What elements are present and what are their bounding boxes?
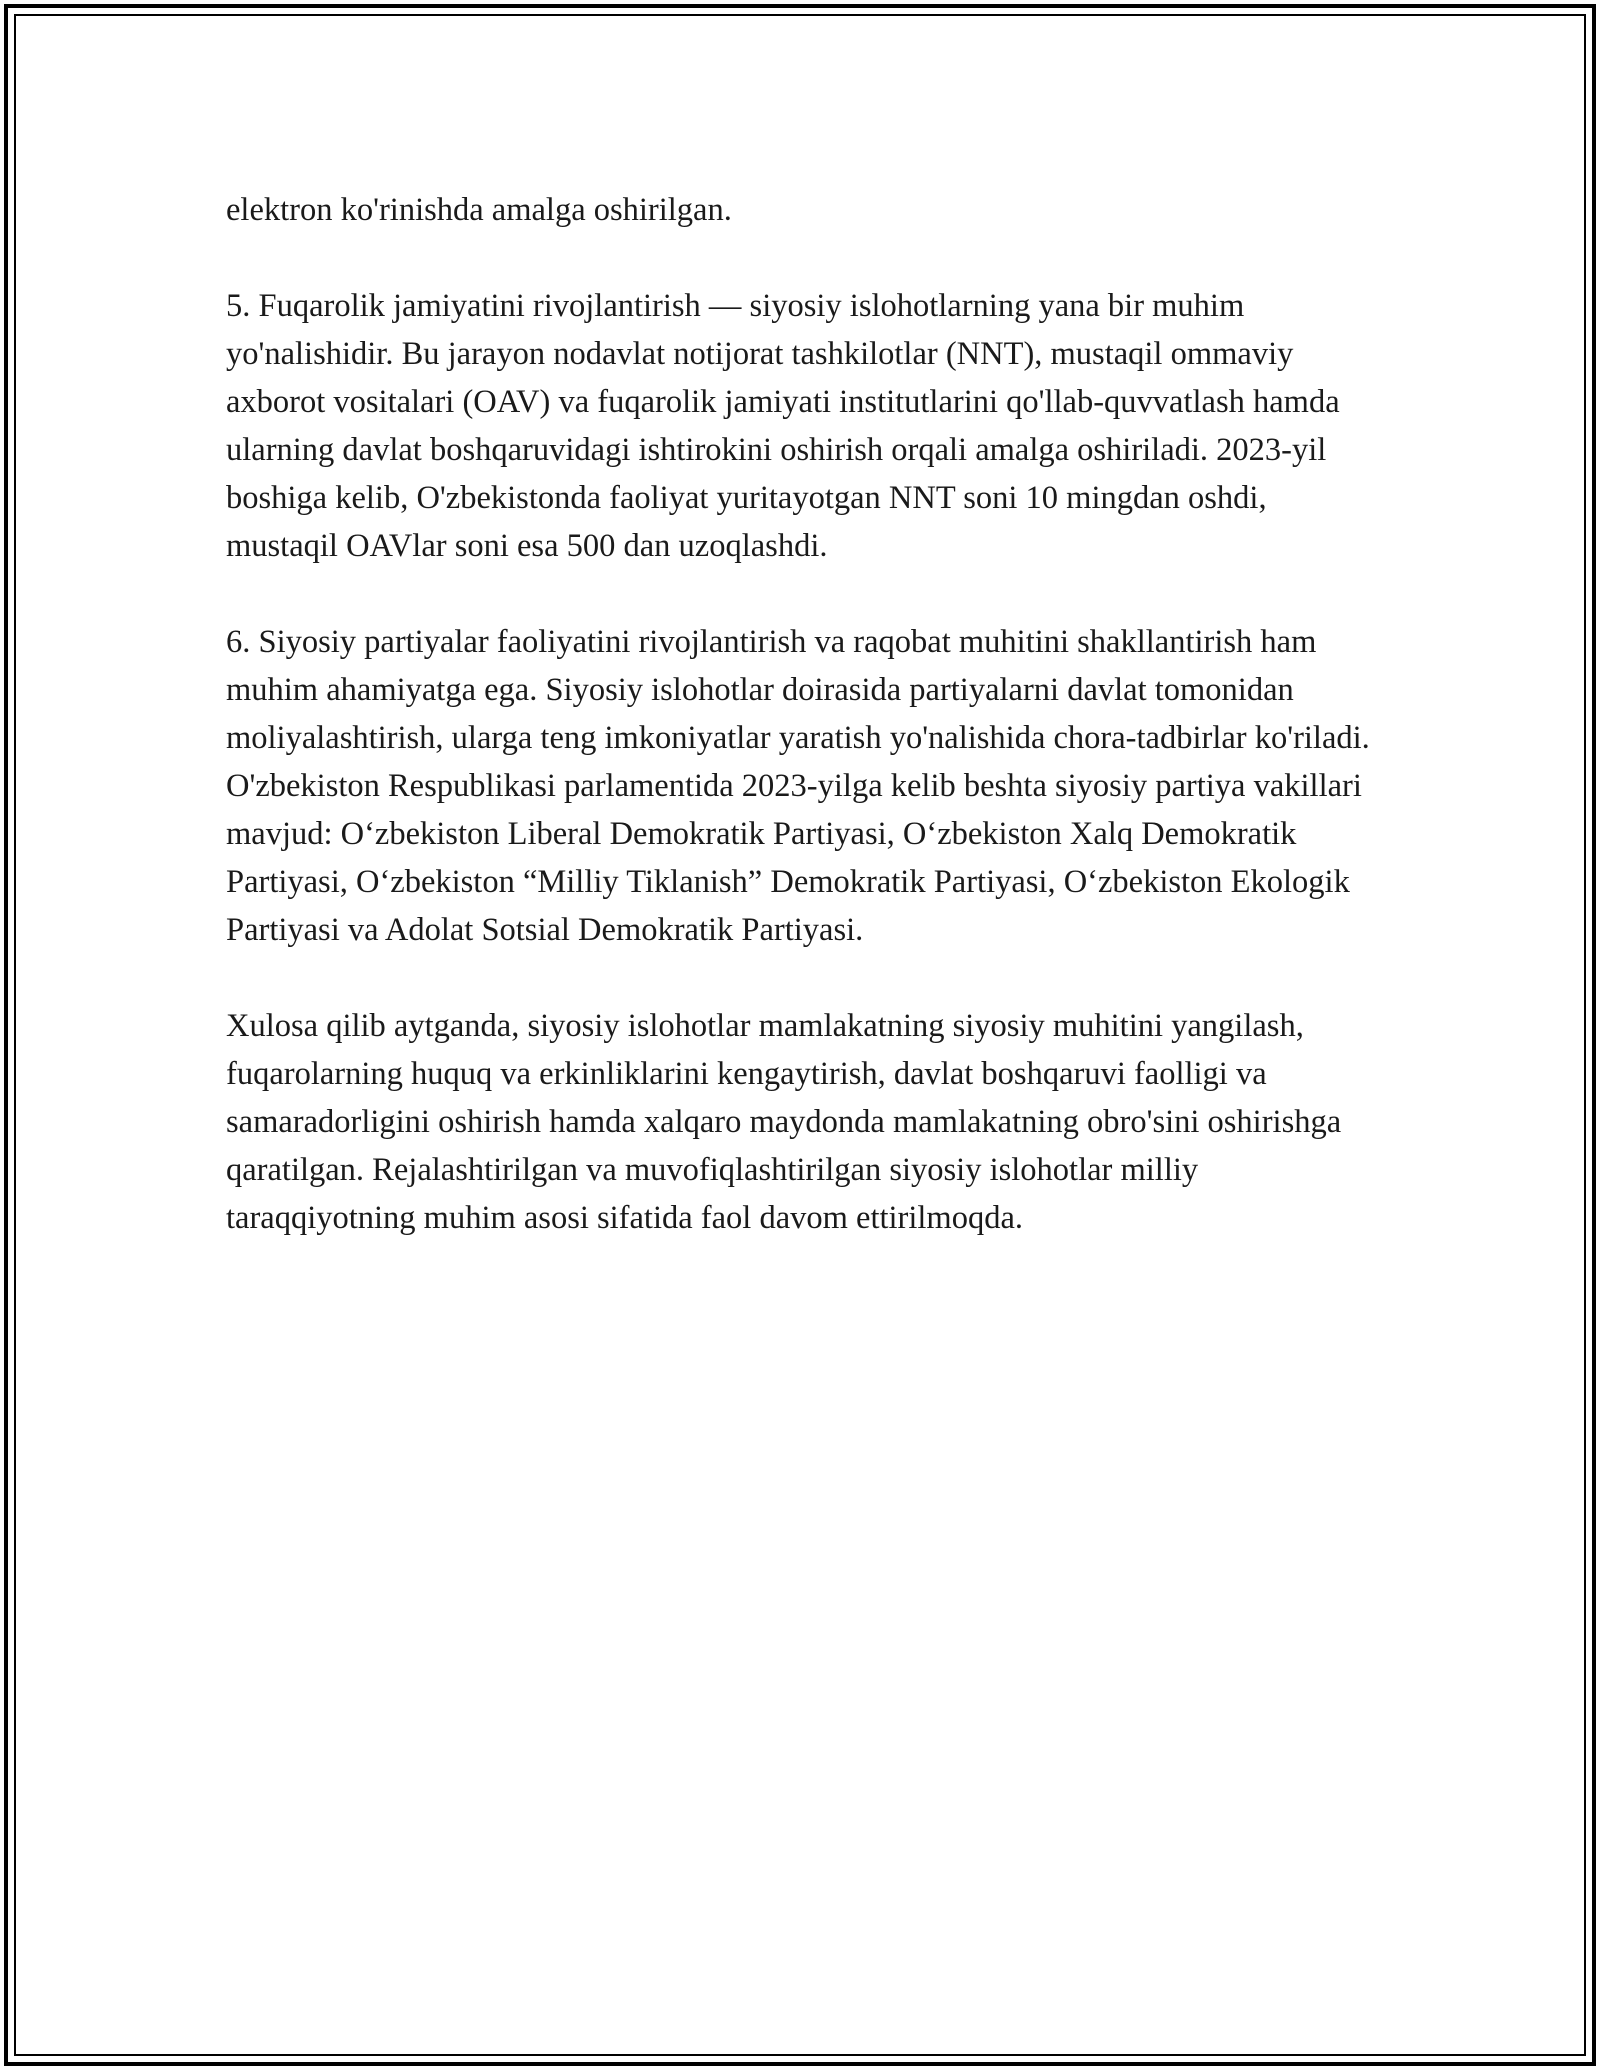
paragraph-continuation: elektron ko'rinishda amalga oshirilgan. <box>226 192 732 228</box>
paragraph-conclusion: Xulosa qilib aytganda, siyosiy islohotlar mamlakatning siyosiy muhitini yangilash, fuqarolarning huquq va erkinliklarini kengaytirish, davlat boshqaruvi faolligi va samaradorligini oshirish hamda xalqaro maydonda mamlakatning obro'sini oshirishga qaratilgan. Rejalashtirilgan va muvofiqlashtirilgan siyosiy islohotlar milliy taraqqiyotning muhim asosi sifatida faol davom ettirilmoqda. <box>226 1008 1342 1236</box>
paragraph-civil-society: 5. Fuqarolik jamiyatini rivojlantirish — siyosiy islohotlarning yana bir muhim yo'nalishidir. Bu jarayon nodavlat notijorat tashkilotlar (NNT), mustaqil ommaviy axborot vositalari (OAV) va fuqarolik jamiyati institutlarini qo'llab-quvvatlash hamda ularning davlat boshqaruvidagi ishtirokini oshirish orqali amalga oshiriladi. 2023-yil boshiga kelib, O'zbekistonda faoliyat yuritayotgan NNT soni 10 mingdan oshdi, mustaqil OAVlar soni esa 500 dan uzoqlashdi. <box>226 288 1340 564</box>
paragraph-political-parties: 6. Siyosiy partiyalar faoliyatini rivojlantirish va raqobat muhitini shakllantirish ham muhim ahamiyatga ega. Siyosiy islohotlar doirasida partiyalarni davlat tomonidan moliyalashtirish, ularga teng imkoniyatlar yaratish yo'nalishida chora-tadbirlar ko'riladi. O'zbekiston Respublikasi parlamentida 2023-yilga kelib beshta siyosiy partiya vakillari mavjud: O‘zbekiston Liberal Demokratik Partiyasi, O‘zbekiston Xalq Demokratik Partiyasi, O‘zbekiston “Milliy Tiklanish” Demokratik Partiyasi, O‘zbekiston Ekologik Partiyasi va Adolat Sotsial Demokratik Partiyasi. <box>226 624 1370 948</box>
document-body <box>226 186 1386 1290</box>
